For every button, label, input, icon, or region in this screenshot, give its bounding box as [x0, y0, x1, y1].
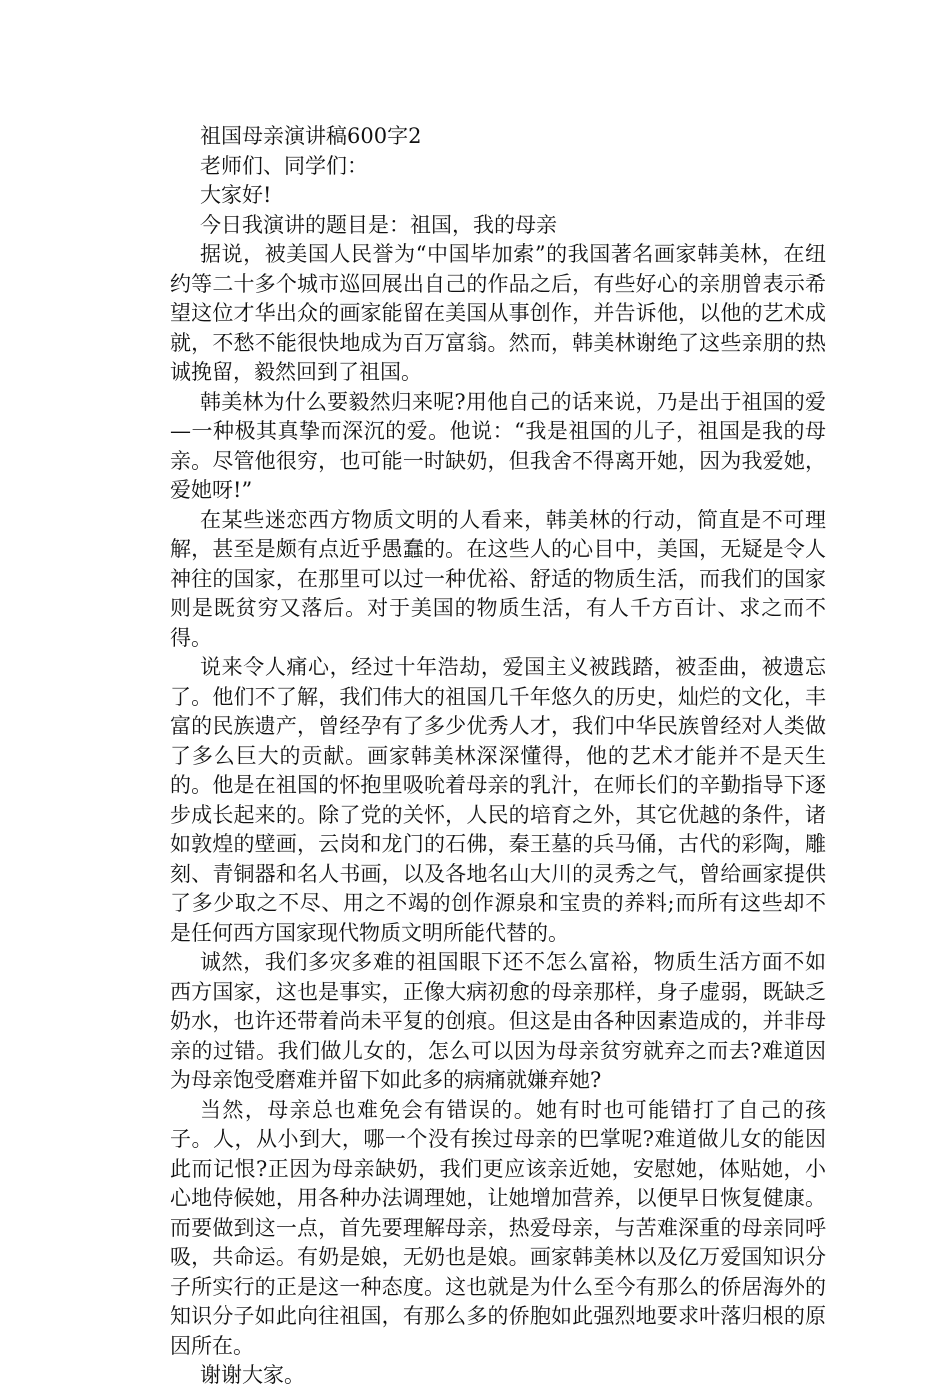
document-title: 祖国母亲演讲稿600字2: [200, 124, 422, 148]
greeting: 大家好!: [200, 183, 272, 207]
speech-topic: 今日我演讲的题目是：祖国，我的母亲: [200, 212, 557, 237]
body-paragraph: 说来令人痛心，经过十年浩劫，爱国主义被践踏，被歪曲，被遗忘了。他们不了解，我们伟大的祖国几千年悠久的历史，灿烂的文化，丰富的民族遗产，曾经孕有了多少优秀人才，我们中华民族曾经对人类做了多么巨大的贡献。画家韩美林深深懂得，他的艺术才能并不是天生的。他是在祖国的怀抱里吸吮着母亲的乳汁，在师长们的辛勤指导下逐步成长起来的。除了党的关怀，人民的培育之外，其它优越的条件，诸如敦煌的壁画，云岗和龙门的石佛，秦王墓的兵马俑，古代的彩陶，雕刻、青铜器和名人书画，以及各地名山大川的灵秀之气，曾给画家提供了多少取之不尽、用之不竭的创作源泉和宝贵的养料;而所有这些却不是任何西方国家现代物质文明所能代替的。: [170, 655, 826, 945]
salutation: 老师们、同学们：: [200, 153, 368, 178]
document-page: [170, 122, 826, 1391]
body-paragraph: 诚然，我们多灾多难的祖国眼下还不怎么富裕，物质生活方面不如西方国家，这也是事实，正像大病初愈的母亲那样，身子虚弱，既缺乏奶水，也许还带着尚未平复的创痕。但这是由各种因素造成的，并非母亲的过错。我们做儿女的，怎么可以因为母亲贫穷就弃之而去?难道因为母亲饱受磨难并留下如此多的病痛就嫌弃她?: [170, 950, 826, 1092]
body-paragraph: 当然，母亲总也难免会有错误的。她有时也可能错打了自己的孩子。人，从小到大，哪一个没有挨过母亲的巴掌呢?难道做儿女的能因此而记恨?正因为母亲缺奶，我们更应该亲近她，安慰她，体贴她，小心地侍候她，用各种办法调理她，让她增加营养，以便早日恢复健康。而要做到这一点，首先要理解母亲，热爱母亲，与苦难深重的母亲同呼吸，共命运。有奶是娘，无奶也是娘。画家韩美林以及亿万爱国知识分子所实行的正是这一种态度。这也就是为什么至今有那么的侨居海外的知识分子如此向往祖国，有那么多的侨胞如此强烈地要求叶落归根的原因所在。: [170, 1097, 826, 1358]
closing: 谢谢大家。: [200, 1363, 305, 1387]
body-paragraph: 韩美林为什么要毅然归来呢?用他自己的话来说，乃是出于祖国的爱—一种极其真挚而深沉的爱。他说：“我是祖国的儿子，祖国是我的母亲。尽管他很穷，也可能一时缺奶，但我舍不得离开她，因为我爱她，爱她呀!”: [170, 389, 826, 502]
body-paragraph: 据说，被美国人民誉为“中国毕加索”的我国著名画家韩美林，在纽约等二十多个城市巡回展出自己的作品之后，有些好心的亲朋曾表示希望这位才华出众的画家能留在美国从事创作，并告诉他，以他的艺术成就，不愁不能很快地成为百万富翁。然而，韩美林谢绝了这些亲朋的热诚挽留，毅然回到了祖国。: [170, 242, 826, 384]
body-paragraph: 在某些迷恋西方物质文明的人看来，韩美林的行动，简直是不可理解，甚至是颇有点近乎愚蠢的。在这些人的心目中，美国，无疑是令人神往的国家，在那里可以过一种优裕、舒适的物质生活，而我们的国家则是既贫穷又落后。对于美国的物质生活，有人千方百计、求之而不得。: [170, 507, 826, 650]
